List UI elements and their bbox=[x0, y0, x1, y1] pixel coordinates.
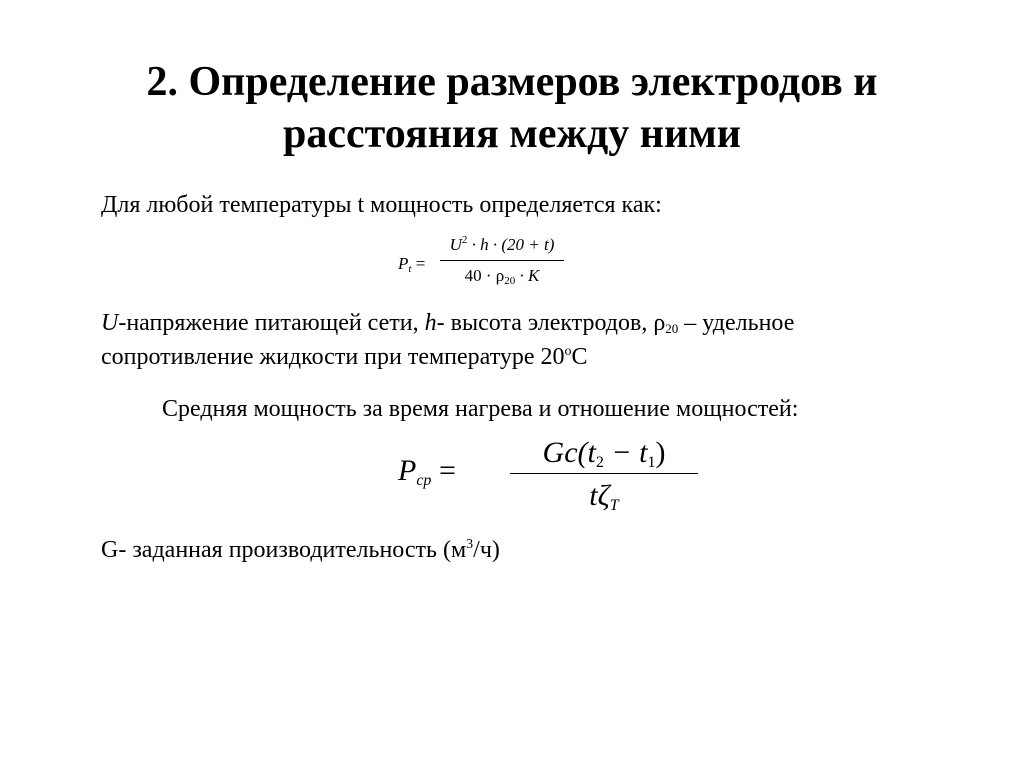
rho-subscript: 20 bbox=[665, 321, 679, 336]
formula1-numerator-exp: 2 bbox=[461, 234, 468, 246]
formula2-numerator-minus: − t bbox=[603, 436, 648, 469]
celsius-unit: C bbox=[571, 344, 588, 370]
formula1-denominator-suffix: · K bbox=[515, 266, 540, 285]
cubic-exponent: 3 bbox=[466, 537, 474, 552]
formula2-denominator bbox=[510, 477, 698, 515]
title-line-2: расстояния между ними bbox=[283, 111, 741, 157]
formula1-denominator bbox=[440, 263, 564, 289]
formula2-fraction-bar bbox=[510, 473, 698, 474]
rho-description: – удельное bbox=[678, 310, 795, 336]
formula2-lhs-subscript: ср bbox=[416, 472, 432, 489]
productivity-unit-tail: /ч) bbox=[473, 537, 500, 563]
formula1-numerator-rest: · h · (20 + t) bbox=[467, 235, 555, 254]
slide-title bbox=[40, 56, 984, 160]
formula2-lhs-symbol: P bbox=[398, 454, 417, 487]
average-power-text: Средняя мощность за время нагрева и отношение мощностей: bbox=[162, 396, 799, 422]
degree-sign: o bbox=[564, 344, 572, 359]
productivity-text: G- заданная производительность (м bbox=[101, 537, 467, 563]
formula2-numerator-sub1: 2 bbox=[595, 454, 604, 471]
formula1-equals: = bbox=[415, 254, 426, 273]
productivity-description bbox=[101, 533, 500, 567]
power-formula-fraction bbox=[440, 232, 564, 289]
average-power-formula-lhs bbox=[398, 454, 456, 488]
formula1-denominator-sub: 20 bbox=[504, 275, 516, 287]
h-description: - высота электродов, ρ bbox=[436, 310, 666, 336]
formula2-numerator-sub2: 1 bbox=[647, 454, 656, 471]
formula2-denominator-sub: T bbox=[609, 497, 619, 514]
u-symbol: U bbox=[101, 310, 119, 336]
power-formula-lhs bbox=[398, 254, 425, 274]
title-line-1: 2. Определение размеров электродов и bbox=[146, 59, 878, 105]
formula1-numerator bbox=[440, 232, 564, 258]
formula1-numerator-u: U bbox=[449, 235, 462, 254]
h-symbol: h bbox=[424, 310, 437, 336]
formula2-numerator bbox=[510, 434, 698, 472]
formula1-lhs-symbol: P bbox=[398, 254, 409, 273]
u-description: -напряжение питающей сети, bbox=[118, 310, 425, 336]
formula1-fraction-bar bbox=[440, 260, 564, 261]
formula2-numerator-prefix: Gc(t bbox=[542, 436, 596, 469]
variables-description bbox=[101, 306, 794, 374]
formula1-lhs-subscript: t bbox=[408, 263, 412, 275]
resistivity-description: сопротивление жидкости при температуре 20 bbox=[101, 344, 565, 370]
power-definition-text: Для любой температуры t мощность определяется как: bbox=[101, 192, 662, 218]
formula1-denominator-prefix: 40 · ρ bbox=[464, 266, 505, 285]
formula2-numerator-close: ) bbox=[655, 436, 666, 469]
formula2-equals: = bbox=[438, 454, 456, 487]
average-power-formula-fraction bbox=[510, 434, 698, 515]
formula2-denominator-prefix: tζ bbox=[589, 479, 610, 512]
